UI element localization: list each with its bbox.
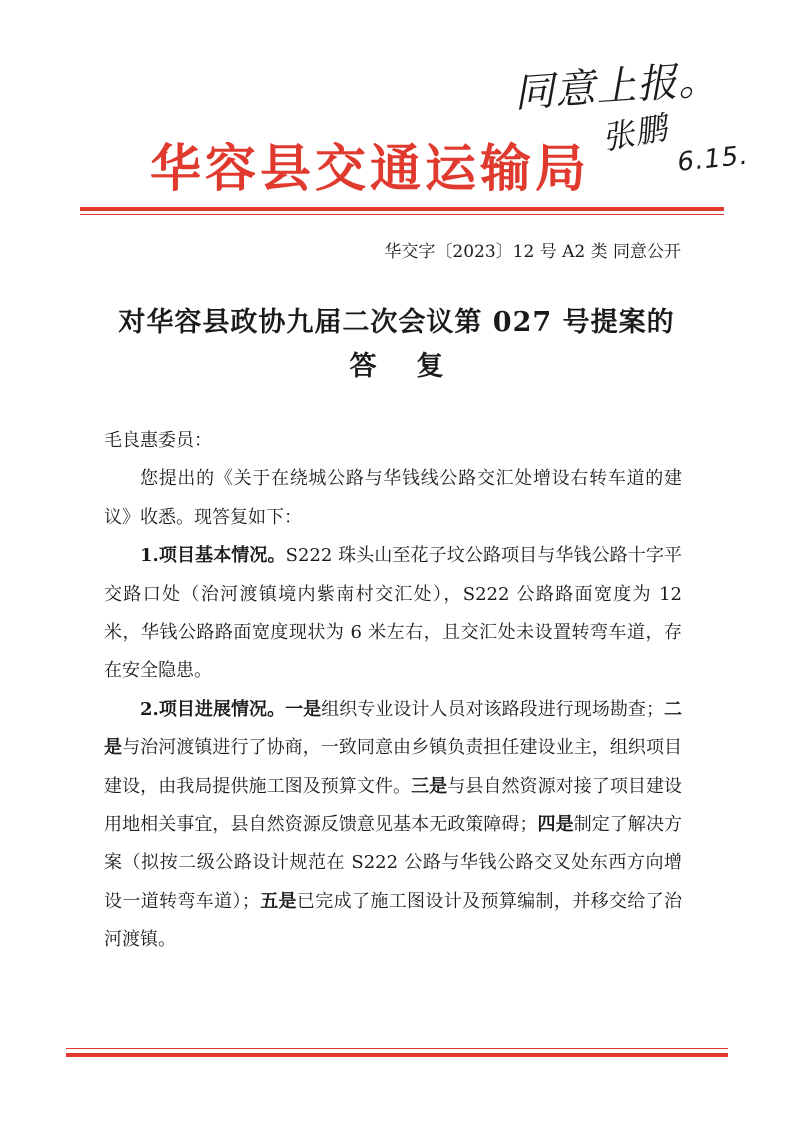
- section-2-item-3-text: 与县自然资源对接了项目建设用地相关事宜，县自然资源反馈意见基本无政策障碍；: [104, 775, 683, 836]
- section-1-text: S222 珠头山至花子坟公路项目与华钱公路十字平交路口处（治河渡镇境内紫南村交汇处），S222 公路路面宽度为 12 米，华钱公路路面宽度现状为 6 米左右，且交汇处未设置转弯车道，存在安全隐患。: [104, 545, 682, 682]
- footer-red-rule: [66, 1053, 728, 1057]
- section-1-heading: 1.项目基本情况。: [140, 545, 286, 567]
- handwritten-date: 6.15.: [676, 140, 750, 178]
- section-2-item-3-label: 三是: [411, 775, 448, 797]
- section-2-heading: 2.项目进展情况。: [140, 698, 286, 720]
- section-2-item-4-label: 四是: [537, 814, 574, 836]
- handwritten-signature: 张鹏: [599, 108, 671, 158]
- section-2-item-1-text: 组织专业设计人员对该路段进行现场勘查；: [321, 698, 664, 720]
- section-2-paragraph: [104, 691, 682, 960]
- issuer-title: 华容县交通运输局: [150, 140, 591, 199]
- salutation: 毛良惠委员：: [104, 430, 212, 451]
- header-red-rule: [80, 207, 724, 211]
- footer-red-rule-thin: [66, 1048, 728, 1049]
- handwritten-approval-note: 同意上报。: [512, 56, 721, 117]
- section-2-item-2-label: 二是: [104, 698, 683, 759]
- section-1-paragraph: [104, 537, 682, 691]
- intro-paragraph: 您提出的《关于在绕城公路与华钱线公路交汇处增设右转车道的建议》收悉。现答复如下：: [104, 468, 682, 528]
- document-body: [104, 422, 682, 960]
- header-red-rule-thin: [80, 214, 724, 215]
- section-2-item-1-label: 一是: [285, 698, 322, 720]
- section-2-item-4-text: 制定了解决方案（拟按二级公路设计规范在 S222 公路与华钱公路交叉处东西方向增设一道转弯车道）；: [104, 814, 683, 912]
- document-title-line-2: 答复: [349, 351, 484, 382]
- document-number: 华交字〔2023〕12 号 A2 类 同意公开: [384, 242, 681, 262]
- section-2-item-5-label: 五是: [259, 890, 297, 912]
- section-2-item-2-text: 与治河渡镇进行了协商，一致同意由乡镇负责担任建设业主，组织项目建设，由我局提供施工图及预算文件。: [104, 737, 683, 797]
- section-2-item-5-text: 已完成了施工图设计及预算编制，并移交给了治河渡镇。: [104, 890, 683, 951]
- document-title-line-1: 对华容县政协九届二次会议第 027 号提案的: [118, 307, 675, 338]
